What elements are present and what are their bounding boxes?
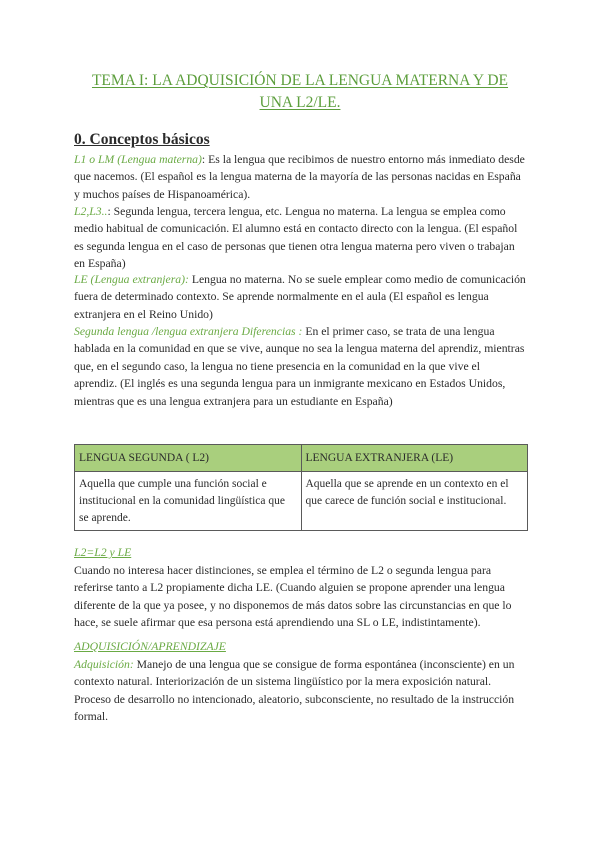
section-heading: 0. Conceptos básicos: [74, 131, 210, 148]
title-line-2: UNA L2/LE.: [259, 94, 341, 111]
definition-differences-text: En el primer caso, se trata de una lengua hablada en la comunidad en que se vive, aunque no sea la lengua materna del aprendiz, mientras que, en el segundo caso, la lengua no tiene presencia en la comunidad en la que vive el aprendiz. (El inglés es una segunda lengua para un inmigrante mexicano en Estados Unidos, mientras que es una lengua extranjera para un estudiante en España): [74, 325, 525, 408]
term-l2: L2,L3..: [74, 205, 108, 218]
definition-l1: [74, 151, 526, 203]
l2le-paragraph: Cuando no interesa hacer distinciones, se emplea el término de L2 o segunda lengua para referirse tanto a L2 propiamente dicha LE. (Cuando alguien se propone aprender una lengua diferente de la que ya posee, y no disponemos de más datos sobre las circunstancias en que lo hace, se suele afirmar que esa persona está aprendiendo una SL o LE, indistintamente).: [74, 564, 512, 630]
adquisicion-paragraph: [74, 656, 526, 726]
definition-differences: [74, 323, 526, 410]
term-l1: L1 o LM (Lengua materna): [74, 153, 202, 166]
definition-le: [74, 271, 526, 323]
term-differences: Segunda lengua /lengua extranjera Diferencias :: [74, 325, 303, 338]
table-cell-l2: Aquella que cumple una función social e institucional en la comunidad lingüística que se aprende.: [75, 472, 302, 531]
term-adquisicion: Adquisición:: [74, 658, 134, 671]
table-row: [75, 472, 528, 531]
definition-l2-text: : Segunda lengua, tercera lengua, etc. Lengua no materna. La lengua se emplea como medio habitual de comunicación. El alumno está en contacto directo con la lengua. (El español es segunda lengua en el caso de personas que tienen otra lengua materna pero viven o trabajan en España): [74, 205, 518, 271]
adquisicion-text: Manejo de una lengua que se consigue de forma espontánea (inconsciente) en un contexto natural. Interiorización de un sistema lingüístico por la mera exposición natural. Proceso de desarrollo no intencionado, aleatorio, subconsciente, no resultado de la instrucción formal.: [74, 658, 515, 724]
adquisicion-heading-text: ADQUISICIÓN/APRENDIZAJE: [74, 640, 226, 653]
definition-l2: [74, 203, 526, 273]
l2le-heading-text: L2=L2 y LE: [74, 546, 132, 559]
table-header-row: [75, 445, 528, 472]
l2le-heading: [74, 544, 526, 561]
definition-le-text: Lengua no materna. No se suele emplear como medio de comunicación fuera de determinado contexto. Se aprende normalmente en el aula (El español es lengua extranjera en el Reino Unido): [74, 273, 526, 321]
table-header-le: LENGUA EXTRANJERA (LE): [301, 445, 528, 472]
term-le: LE (Lengua extranjera):: [74, 273, 189, 286]
table-cell-le: Aquella que se aprende en un contexto en el que carece de función social e institucional.: [301, 472, 528, 531]
adquisicion-heading: [74, 638, 526, 655]
document-title: [60, 70, 540, 114]
table-header-l2: LENGUA SEGUNDA ( L2): [75, 445, 302, 472]
title-line-1: TEMA I: LA ADQUISICIÓN DE LA LENGUA MATERNA Y DE: [91, 72, 509, 89]
definition-l1-text: : Es la lengua que recibimos de nuestro entorno más inmediato desde que nacemos. (El español es la lengua materna de la mayoría de las personas nacidas en España y muchos países de Hispanoamérica).: [74, 153, 525, 201]
comparison-table: [74, 444, 528, 531]
